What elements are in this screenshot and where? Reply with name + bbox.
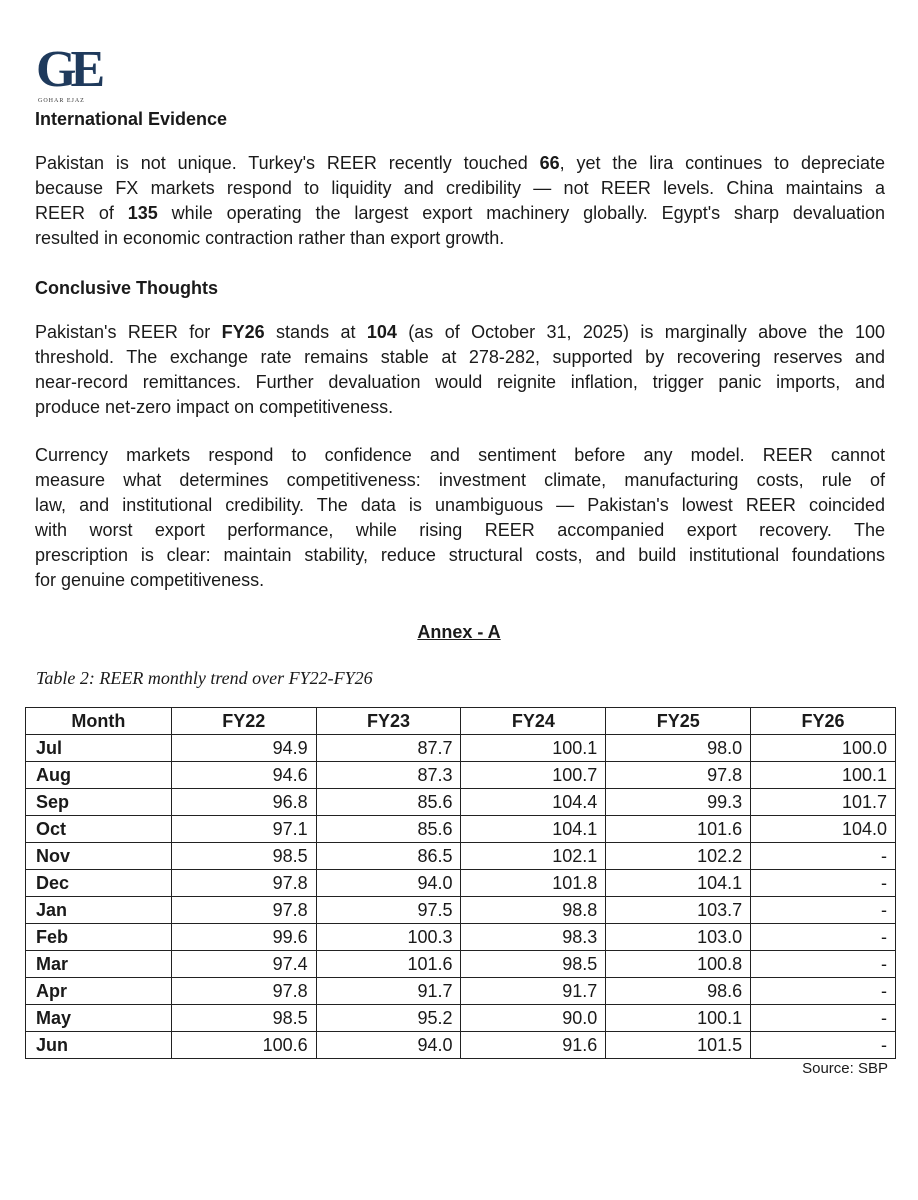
paragraph-line: prescription is clear: maintain stability, reduce structural costs, and build institutional foundations [35,545,885,565]
value-cell: - [751,843,896,870]
value-cell: 100.1 [461,735,606,762]
month-cell: Sep [26,789,172,816]
table-row [26,843,896,870]
value-cell: 98.8 [461,897,606,924]
value-cell: 102.1 [461,843,606,870]
value-cell: - [751,1032,896,1059]
table-row [26,924,896,951]
paragraph-line: Pakistan's REER for FY26 stands at 104 (as of October 31, 2025) is marginally above the 100 [35,322,885,342]
month-cell: May [26,1005,172,1032]
value-cell: 98.3 [461,924,606,951]
table-row [26,762,896,789]
value-cell: 97.8 [171,978,316,1005]
month-cell: Mar [26,951,172,978]
annex-title: Annex - A [417,622,501,642]
month-cell: Jun [26,1032,172,1059]
value-cell: 85.6 [316,816,461,843]
value-cell: 94.0 [316,1032,461,1059]
value-cell: 104.4 [461,789,606,816]
value-cell: - [751,870,896,897]
value-cell: 94.0 [316,870,461,897]
paragraph-conclusive-1 [35,320,885,420]
value-cell: 101.6 [606,816,751,843]
paragraph-line: Currency markets respond to confidence and sentiment before any model. REER cannot [35,445,885,465]
value-cell: 103.7 [606,897,751,924]
value-cell: 101.6 [316,951,461,978]
value-cell: 97.4 [171,951,316,978]
month-cell: Dec [26,870,172,897]
month-cell: Aug [26,762,172,789]
value-cell: 99.6 [171,924,316,951]
paragraph-line: because FX markets respond to liquidity and credibility — not REER levels. China maintains a [35,178,885,198]
paragraph-line: threshold. The exchange rate remains stable at 278-282, supported by recovering reserves and [35,347,885,367]
table-row [26,897,896,924]
logo-subtitle: GOHAR EJAZ [38,98,85,104]
value-cell: 104.0 [751,816,896,843]
paragraph-line: REER of 135 while operating the largest export machinery globally. Egypt's sharp devaluation [35,203,885,223]
table-row [26,870,896,897]
month-cell: Jan [26,897,172,924]
table-row [26,816,896,843]
value-cell: 100.6 [171,1032,316,1059]
value-cell: 97.8 [171,870,316,897]
value-cell: 94.9 [171,735,316,762]
column-header-fy23: FY23 [316,708,461,735]
value-cell: 96.8 [171,789,316,816]
value-cell: 100.8 [606,951,751,978]
month-cell: Feb [26,924,172,951]
value-cell: 97.8 [171,897,316,924]
value-cell: - [751,978,896,1005]
value-cell: 98.6 [606,978,751,1005]
logo-letters: GE [36,41,100,98]
column-header-month: Month [26,708,172,735]
value-cell: 97.1 [171,816,316,843]
value-cell: 100.1 [606,1005,751,1032]
value-cell: - [751,897,896,924]
value-cell: 97.8 [606,762,751,789]
value-cell: 100.3 [316,924,461,951]
month-cell: Apr [26,978,172,1005]
value-cell: 94.6 [171,762,316,789]
value-cell: 97.5 [316,897,461,924]
value-cell: 101.7 [751,789,896,816]
value-cell: - [751,951,896,978]
table-header-row [26,708,896,735]
value-cell: 102.2 [606,843,751,870]
paragraph-line: with worst export performance, while rising REER accompanied export recovery. The [35,520,885,540]
paragraph-line: near-record remittances. Further devaluation would reignite inflation, trigger panic imports, and [35,372,885,392]
heading-international-evidence: International Evidence [35,109,228,129]
value-cell: 98.5 [171,843,316,870]
paragraph-conclusive-2 [35,443,885,593]
month-cell: Jul [26,735,172,762]
reer-table [25,707,896,1059]
table-caption: Table 2: REER monthly trend over FY22-FY26 [36,668,373,688]
value-cell: 90.0 [461,1005,606,1032]
value-cell: 91.6 [461,1032,606,1059]
value-cell: 91.7 [316,978,461,1005]
table-row [26,1032,896,1059]
value-cell: 98.5 [461,951,606,978]
value-cell: 101.5 [606,1032,751,1059]
value-cell: 86.5 [316,843,461,870]
value-cell: 104.1 [606,870,751,897]
heading-conclusive-thoughts: Conclusive Thoughts [35,278,219,298]
logo [34,41,120,108]
value-cell: 85.6 [316,789,461,816]
table-row [26,951,896,978]
column-header-fy26: FY26 [751,708,896,735]
paragraph-line: measure what determines competitiveness: investment climate, manufacturing costs, rule of [35,470,885,490]
month-cell: Nov [26,843,172,870]
column-header-fy25: FY25 [606,708,751,735]
paragraph-line: for genuine competitiveness. [35,570,265,590]
value-cell: 100.7 [461,762,606,789]
table-row [26,735,896,762]
paragraph-international-evidence [35,151,885,251]
value-cell: 87.3 [316,762,461,789]
value-cell: 101.8 [461,870,606,897]
table-source: Source: SBP [802,1060,888,1077]
value-cell: 98.5 [171,1005,316,1032]
value-cell: 91.7 [461,978,606,1005]
table-row [26,978,896,1005]
value-cell: 98.0 [606,735,751,762]
value-cell: 100.0 [751,735,896,762]
value-cell: - [751,924,896,951]
paragraph-line: law, and institutional credibility. The data is unambiguous — Pakistan's lowest REER coincided [35,495,885,515]
value-cell: 104.1 [461,816,606,843]
paragraph-line: Pakistan is not unique. Turkey's REER recently touched 66, yet the lira continues to depreciate [35,153,886,173]
value-cell: 103.0 [606,924,751,951]
table-body [26,735,896,1059]
value-cell: - [751,1005,896,1032]
column-header-fy24: FY24 [461,708,606,735]
paragraph-line: resulted in economic contraction rather than export growth. [35,228,505,248]
value-cell: 100.1 [751,762,896,789]
value-cell: 87.7 [316,735,461,762]
value-cell: 95.2 [316,1005,461,1032]
value-cell: 99.3 [606,789,751,816]
table-row [26,1005,896,1032]
column-header-fy22: FY22 [171,708,316,735]
paragraph-line: produce net-zero impact on competitiveness. [35,397,394,417]
table-row [26,789,896,816]
month-cell: Oct [26,816,172,843]
